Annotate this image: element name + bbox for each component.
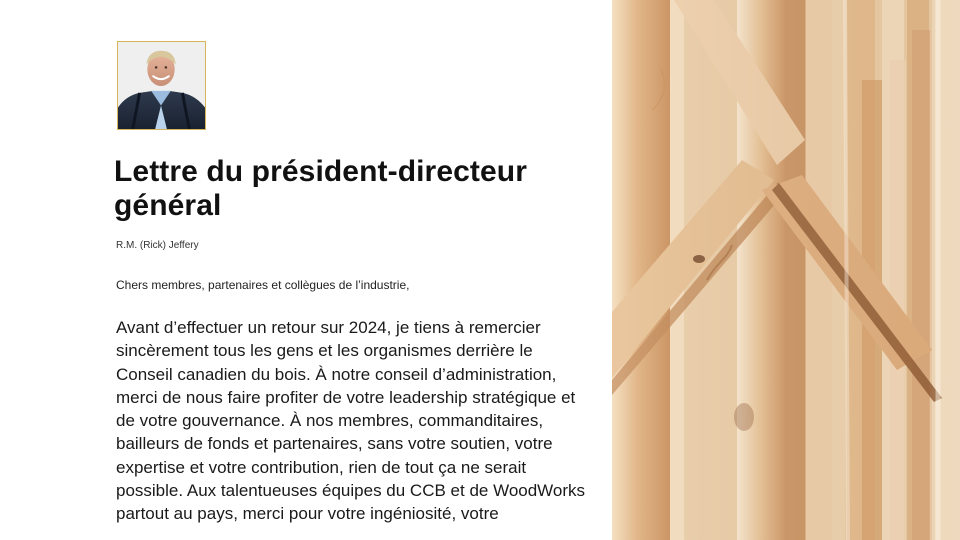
letter-salutation: Chers membres, partenaires et collègues de l’industrie, bbox=[116, 278, 410, 292]
author-portrait bbox=[117, 41, 206, 130]
wood-frame-image bbox=[612, 0, 960, 540]
page-title: Lettre du président-directeur général bbox=[114, 155, 527, 222]
letter-body: Avant d’effectuer un retour sur 2024, je tiens à remercier sincèrement tous les gens et les organismes derrière le Conseil canadien du bois. À notre conseil d’administration, merci de nous faire profiter de votre leadership stratégique et de votre gouvernance. À nos membres, commanditaires, bailleurs de fonds et partenaires, sans votre soutien, votre expertise et votre contribution, rien de tout ça ne serait possible. Aux talentueuses équipes du CCB et de WoodWorks partout au pays, merci pour votre ingéniosité, votre bbox=[116, 318, 586, 524]
author-name: R.M. (Rick) Jeffery bbox=[116, 240, 199, 251]
